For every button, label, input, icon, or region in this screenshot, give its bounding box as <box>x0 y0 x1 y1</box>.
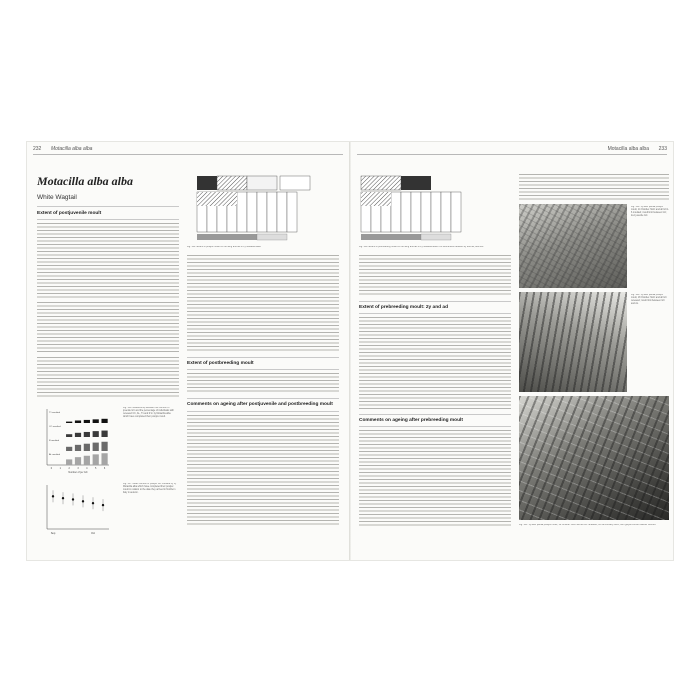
bar-legend-label: CC moulted <box>49 426 61 428</box>
bar <box>101 419 107 423</box>
section-prebreeding-moult: Extent of prebreeding moult: 2y and ad <box>359 305 449 310</box>
ageing-pb-rule <box>359 414 511 415</box>
bar <box>66 447 72 451</box>
moult-date-scatter <box>37 481 119 541</box>
bar <box>84 444 90 451</box>
bar <box>75 445 81 451</box>
wing-moult-diagram <box>195 174 315 244</box>
right-column-1 <box>359 174 511 554</box>
bar-x-axis-label: Number of juv GC <box>68 471 88 474</box>
prebreeding-rule <box>359 301 511 302</box>
bar-tick-label: 6 <box>103 467 106 470</box>
bar <box>75 457 81 465</box>
bar-tick-label: 4 <box>86 467 88 470</box>
bar <box>93 419 99 423</box>
right-page-number: 233 <box>658 146 667 152</box>
scatter-point <box>82 500 84 502</box>
prebreeding-moult-text <box>359 317 511 409</box>
left-column-2 <box>187 174 339 554</box>
right-column-2 <box>519 174 669 554</box>
figure-137 <box>37 481 179 541</box>
scatter-point <box>62 497 64 499</box>
scatter-point <box>52 495 54 497</box>
section-postjuvenile-moult: Extent of postjuvenile moult <box>37 211 102 216</box>
right-column-2-text <box>519 174 669 200</box>
prebreeding-wing-diagram <box>359 174 479 244</box>
ageing-rule <box>187 398 339 399</box>
bar <box>66 422 72 423</box>
right-running-title: Motacilla alba alba <box>607 146 649 152</box>
scatter-point <box>72 498 74 500</box>
bar-tick-label: 2 <box>68 467 70 470</box>
photo-140-caption: Fig. 140. 1y after partial postjuv moult, 18 October. MoC and all GC renewed; moult limit between GC and AL. <box>631 294 667 305</box>
prebreeding-intro-text <box>359 255 511 295</box>
bar <box>93 431 99 437</box>
wing-photo-141 <box>519 396 669 520</box>
photo-141-caption: Fig. 141. 1y after partial postjuv moult, 18 October. MoC and all GC renewed; GC all similarly worn, with greyish-brown feather centres. <box>519 524 657 526</box>
section-rule <box>37 219 179 220</box>
figure-136 <box>37 405 179 477</box>
prebreeding-rule-2 <box>359 313 511 314</box>
postbreeding-rule-2 <box>187 369 339 370</box>
postbreeding-rule <box>187 357 339 358</box>
bar-tick-label: 1 <box>59 467 61 470</box>
scatter-point <box>92 502 94 504</box>
bar <box>101 431 107 437</box>
bar <box>93 443 99 451</box>
section-ageing-postjuvenile: Comments on ageing after postjuvenile and postbreeding moult <box>187 402 333 407</box>
scatter-point <box>102 504 104 506</box>
postjuvenile-moult-text-3 <box>37 357 179 399</box>
ageing-rule-2 <box>187 411 339 412</box>
wing-photo-139 <box>519 204 627 288</box>
bar <box>84 456 90 465</box>
postjuvenile-moult-text <box>37 223 179 299</box>
moult-bar-chart <box>37 405 119 477</box>
postbreeding-moult-text <box>187 373 339 393</box>
bar-tick-label: 3 <box>77 467 79 470</box>
bar <box>66 434 72 437</box>
title-rule <box>37 206 179 207</box>
section-ageing-prebreeding: Comments on ageing after prebreeding moult <box>359 418 463 423</box>
figure-138-caption: Fig. 138. Extent of prebreeding moult on the wing and tail in 2y Motacilla alba. For differences between 2y and ad, see text. <box>359 246 484 248</box>
bar <box>66 459 72 465</box>
bar <box>84 420 90 423</box>
photo-139-caption: Fig. 139. 1y after partial postjuv moult, 14 October. MoC and all GC1-6 moulted; moult limit between GC; iii-vi juvenile GC. <box>631 206 669 217</box>
figure-136-caption: Fig. 136. Relationship between the number of juvenile GC and the percentage of individuals with renewed CC, AL, T1 and R in 1y Motacilla alba which have completed their postjuv moult. <box>123 407 174 418</box>
bar-legend-label: R moulted <box>49 440 59 442</box>
right-page <box>351 142 673 560</box>
section-postbreeding-moult: Extent of postbreeding moult <box>187 361 254 366</box>
left-page-number: 232 <box>33 146 42 152</box>
bar-legend-label: T1 moulted <box>49 412 60 414</box>
left-page <box>27 142 349 560</box>
ageing-text <box>187 415 339 525</box>
figure-134-caption: Fig. 134. Extent of postjuv moult on the wing and tail in 1y Motacilla alba. <box>187 246 262 248</box>
bar <box>101 453 107 465</box>
bar <box>75 420 81 423</box>
ageing-prebreeding-text <box>359 430 511 526</box>
postjuvenile-moult-text-2 <box>37 302 179 354</box>
scatter-tick-label: Oct <box>90 532 96 535</box>
ageing-pb-rule-2 <box>359 426 511 427</box>
left-running-title: Motacilla alba alba <box>51 146 93 152</box>
common-name: White Wagtail <box>37 194 77 201</box>
left-header-rule <box>33 154 343 155</box>
bar-tick-label: 5 <box>95 467 97 470</box>
bar <box>101 442 107 451</box>
postjuvenile-continued-text <box>187 255 339 351</box>
bar <box>75 433 81 437</box>
species-title: Motacilla alba alba <box>37 174 133 188</box>
bar <box>84 432 90 437</box>
figure-137-caption: Fig. 137. Mean number of postjuv GC moulted by 1y Motacilla alba which have completed their postjuv moult in relation to the date they arrived in Northern Italy in autumn. <box>123 483 177 494</box>
bar-tick-label: 0 <box>50 467 53 470</box>
bar-legend-label: AL moulted <box>49 454 60 456</box>
right-header-rule <box>357 154 667 155</box>
wing-photo-140 <box>519 292 627 392</box>
bar <box>93 454 99 465</box>
scatter-tick-label: Sep <box>50 532 56 535</box>
left-column-1 <box>37 174 179 554</box>
